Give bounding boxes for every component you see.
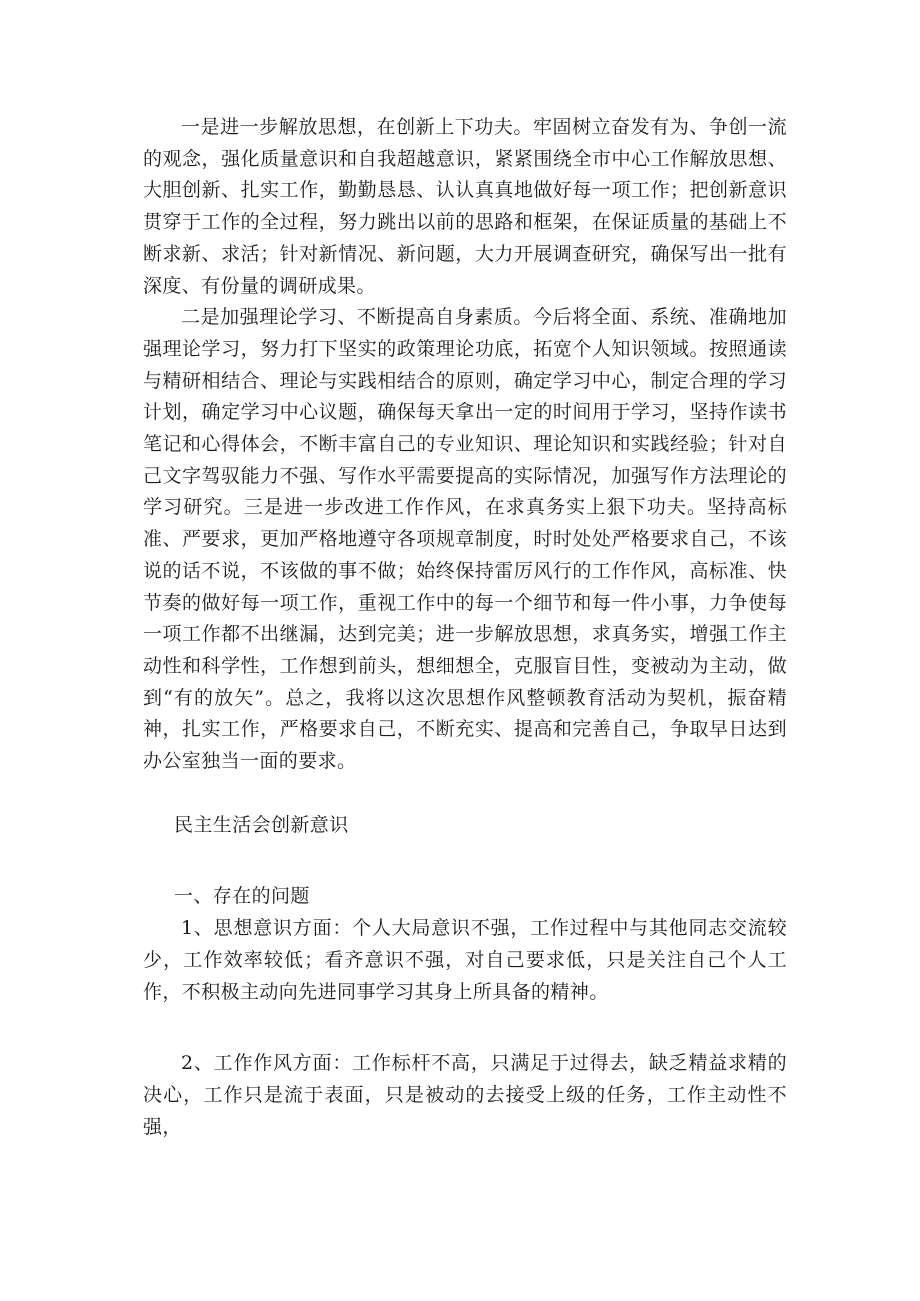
spacer xyxy=(143,1008,787,1048)
spacer xyxy=(143,778,787,810)
document-page xyxy=(143,112,787,1143)
paragraph-thinking-awareness: 1、思想意识方面：个人大局意识不强，工作过程中与其他同志交流较少，工作效率较低；看齐意识不强，对自己要求低，只是关注自己个人工作，不积极主动向先进同事学习其身上所具备的精神。 xyxy=(143,917,787,1003)
section-title: 民主生活会创新意识 xyxy=(174,813,349,836)
paragraph-theory-study: 二是加强理论学习、不断提高自身素质。今后将全面、系统、准确地加强理论学习，努力打下坚实的政策理论功底，拓宽个人知识领域。按照通读与精研相结合、理论与实践相结合的原则，确定学习中心，制定合理的学习计划，确定学习中心议题，确保每天拿出一定的时间用于学习，坚持作读书笔记和心得体会，不断丰富自己的专业知识、理论知识和实践经验；针对自己文字驾驭能力不强、写作水平需要提高的实际情况，加强写作方法理论的学习研究。三是进一步改进工作作风，在求真务实上狠下功夫。坚持高标准、严要求，更加严格地遵守各项规章制度，时时处处严格要求自己，不该说的话不说，不该做的事不做；始终保持雷厉风行的工作作风，高标准、快节奏的做好每一项工作，重视工作中的每一个细节和每一件小事，力争使每一项工作都不出继漏，达到完美；进一步解放思想，求真务实，增强工作主动性和科学性，工作想到前头，想细想全，克服盲目性，变被动为主动，做到“有的放矢”。总之，我将以这次思想作风整顿教育活动为契机，振奋精神，扎实工作，严格要求自己，不断充实、提高和完善自己，争取早日达到办公室独当一面的要求。 xyxy=(143,306,787,773)
paragraph-work-style: 2、工作作风方面：工作标杆不高，只满足于过得去，缺乏精益求精的决心，工作只是流于表面，只是被动的去接受上级的任务，工作主动性不强， xyxy=(143,1052,787,1138)
subsection-title: 一、存在的问题 xyxy=(174,885,310,908)
spacer xyxy=(143,841,787,881)
paragraph-innovation: 一是进一步解放思想，在创新上下功夫。牢固树立奋发有为、争创一流的观念，强化质量意识和自我超越意识，紧紧围绕全市中心工作解放思想、大胆创新、扎实工作，勤勤恳恳、认认真真地做好每一项工作；把创新意识贯穿于工作的全过程，努力跳出以前的思路和框架，在保证质量的基础上不断求新、求活；针对新情况、新问题，大力开展调查研究，确保写出一批有深度、有份量的调研成果。 xyxy=(143,116,787,297)
